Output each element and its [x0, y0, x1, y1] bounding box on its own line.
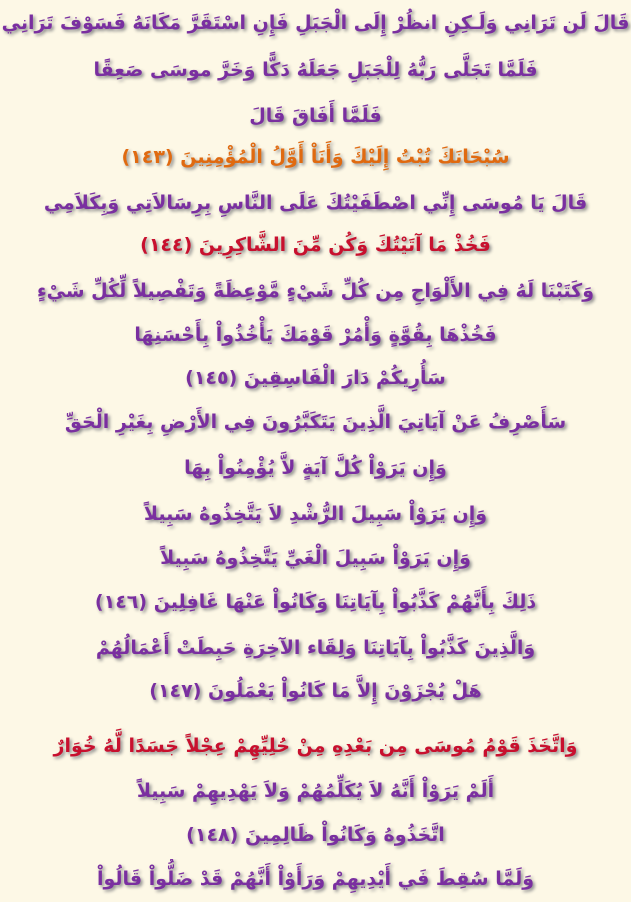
verse-line: وَاتَّخَذَ قَوْمُ مُوسَى مِن بَعْدِهِ مِنْ حُلِيِّهِمْ عِجْلاً جَسَدًا لَّهُ خُوَارٌ	[53, 735, 578, 757]
verse-line: وَلَمَّا سُقِطَ فَي أَيْدِيهِمْ وَرَأَوْاْ أَنَّهُمْ قَدْ ضَلُّواْ قَالُواْ	[96, 868, 535, 890]
verse-line: ذَلِكَ بِأَنَّهُمْ كَذَّبُواْ بِآيَاتِنَا وَكَانُواْ عَنْهَا غَافِلِينَ (١٤٦)	[94, 591, 537, 613]
verse-line: قَالَ لَن تَرَانِي وَلَـكِنِ انظُرْ إِلَى الْجَبَلِ فَإِنِ اسْتَقَرَّ مَكَانَهُ فَسَوْفَ تَرَانِي	[1, 12, 630, 34]
verse-line: وَالَّذِينَ كَذَّبُواْ بِآيَاتِنَا وَلِقَاء الآخِرَةِ حَبِطَتْ أَعْمَالُهُمْ	[95, 637, 536, 659]
verse-line: سَأَصْرِفُ عَنْ آيَاتِيَ الَّذِينَ يَتَكَبَّرُونَ فِي الأَرْضِ بِغَيْرِ الْحَقِّ	[64, 411, 567, 433]
verse-line: اتَّخَذُوهُ وَكَانُواْ ظَالِمِينَ (١٤٨)	[186, 824, 445, 846]
verse-line: قَالَ يَا مُوسَى إِنِّي اصْطَفَيْتُكَ عَلَى النَّاسِ بِرِسَالاَتِي وَبِكَلاَمِي	[43, 192, 588, 214]
verse-line: هَلْ يُجْزَوْنَ إِلاَّ مَا كَانُواْ يَعْمَلُونَ (١٤٧)	[149, 680, 482, 702]
verse-line: فَلَمَّا أَفَاقَ قَالَ	[249, 105, 382, 127]
verse-line: فَلَمَّا تَجَلَّى رَبُّهُ لِلْجَبَلِ جَعَلَهُ دَكًّا وَخَرَّ موسَى صَعِقًا	[93, 59, 538, 81]
verse-line: وَكَتَبْنَا لَهُ فِي الأَلْوَاحِ مِن كُلِّ شَيْءٍ مَّوْعِظَةً وَتَفْصِيلاً لِّكُلِّ شَيْءٍ	[36, 280, 595, 302]
verse-line: فَخُذْ مَا آتَيْتُكَ وَكُن مِّنَ الشَّاكِرِينَ (١٤٤)	[140, 234, 491, 256]
verse-line: وَإِن يَرَوْاْ سَبِيلَ الْغَيِّ يَتَّخِذُوهُ سَبِيلاً	[160, 547, 471, 569]
verse-line: وَإِن يَرَوْاْ سَبِيلَ الرُّشْدِ لاَ يَتَّخِذُوهُ سَبِيلاً	[143, 503, 488, 525]
verse-line: سَأُرِيكُمْ دَارَ الْفَاسِقِينَ (١٤٥)	[185, 367, 446, 389]
verse-line: فَخُذْهَا بِقُوَّةٍ وَأْمُرْ قَوْمَكَ يَأْخُذُواْ بِأَحْسَنِهَا	[134, 324, 497, 346]
verse-line: أَلَمْ يَرَوْاْ أَنَّهُ لاَ يُكَلِّمُهُمْ وَلاَ يَهْدِيهِمْ سَبِيلاً	[136, 780, 495, 802]
verse-line: سُبْحَانَكَ تُبْتُ إِلَيْكَ وَأَنَاْ أَوَّلُ الْمُؤْمِنِينَ (١٤٣)	[121, 146, 510, 168]
verse-line: وَإِن يَرَوْاْ كُلَّ آيَةٍ لاَّ يُؤْمِنُواْ بِهَا	[184, 457, 447, 479]
